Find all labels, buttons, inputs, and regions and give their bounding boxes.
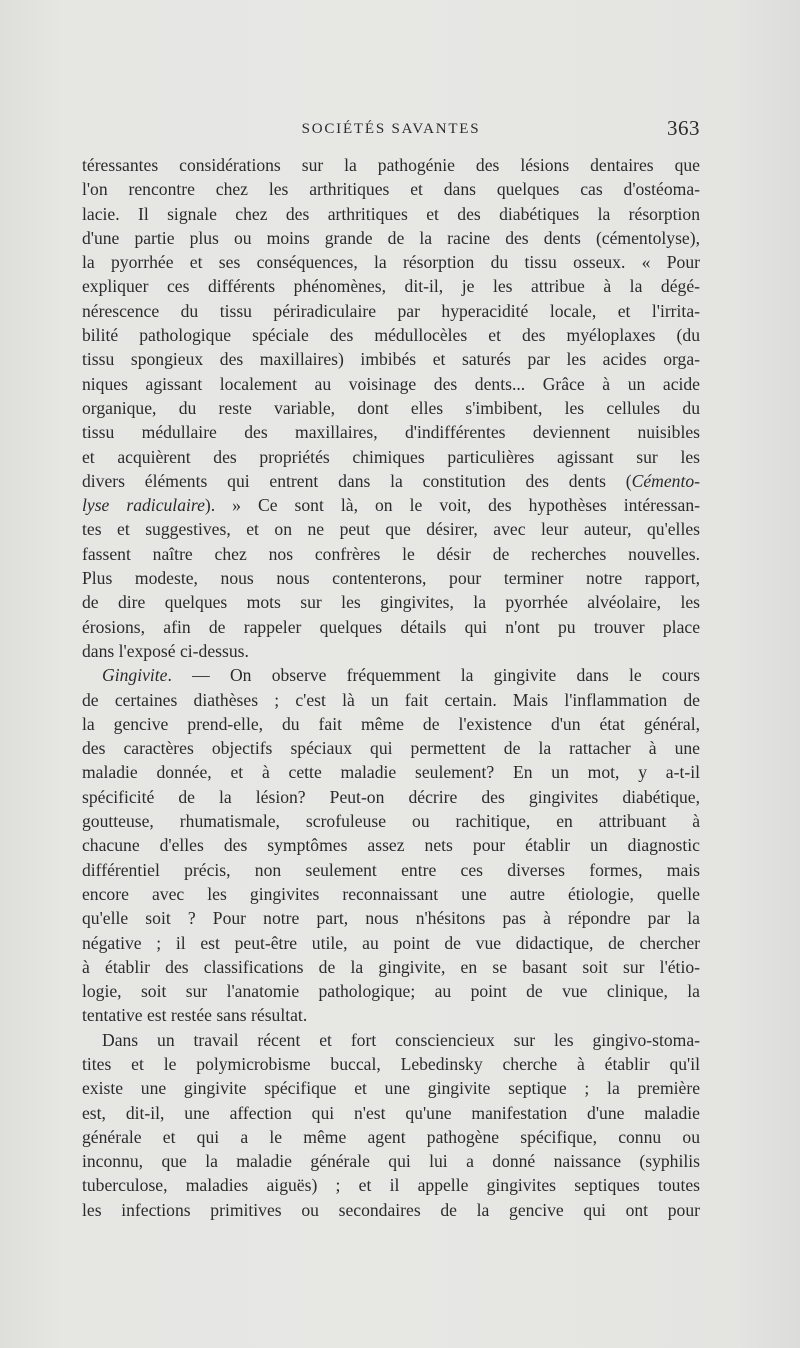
line-segment: . — On observe fréquemment la gingivite dans le cours xyxy=(167,665,700,686)
page-number: 363 xyxy=(667,116,700,140)
text-line: de dire quelques mots sur les gingivites, la pyorrhée alvéolaire, les xyxy=(82,592,700,613)
text-line: de certaines diathèses ; c'est là un fait certain. Mais l'inflammation de xyxy=(82,689,700,710)
text-line: générale et qui a le même agent pathogène spécifique, connu ou xyxy=(82,1126,700,1147)
text-line: la gencive prend-elle, du fait même de l'existence d'un état général, xyxy=(82,713,700,734)
text-line: négative ; il est peut-être utile, au point de vue didactique, de chercher xyxy=(82,932,700,953)
text-line: tuberculose, maladies aiguës) ; et il appelle gingivites septiques toutes xyxy=(82,1175,700,1196)
text-line: et acquièrent des propriétés chimiques particulières agissant sur les xyxy=(82,446,700,467)
text-line: chacune d'elles des symptômes assez nets pour établir un diagnostic xyxy=(82,835,700,856)
text-line xyxy=(82,493,700,517)
running-title: SOCIÉTÉS SAVANTES xyxy=(301,121,481,137)
text-line: logie, soit sur l'anatomie pathologique; au point de vue clinique, la xyxy=(82,981,700,1002)
text-line: encore avec les gingivites reconnaissant une autre étiologie, quelle xyxy=(82,883,700,904)
text-line: maladie donnée, et à cette maladie seulement? En un mot, y a-t-il xyxy=(82,762,700,783)
text-line: qu'elle soit ? Pour notre part, nous n'hésitons pas à répondre par la xyxy=(82,908,700,929)
line-segment: divers éléments qui entrent dans la constitution des dents ( xyxy=(82,470,632,491)
text-line: téressantes considérations sur la pathogénie des lésions dentaires que xyxy=(82,155,700,175)
body-text xyxy=(82,153,700,1222)
text-line: d'une partie plus ou moins grande de la racine des dents (cémentolyse), xyxy=(82,227,700,248)
text-line: à établir des classifications de la gingivite, en se basant soit sur l'étio- xyxy=(82,956,700,977)
text-line: bilité pathologique spéciale des médullocèles et des myéloplaxes (du xyxy=(82,325,700,346)
text-line xyxy=(82,663,700,687)
italic-segment: Cémento- xyxy=(631,470,700,491)
text-line: existe une gingivite spécifique et une gingivite septique ; la première xyxy=(82,1078,700,1099)
text-line: les infections primitives ou secondaires de la gencive qui ont pour xyxy=(82,1199,700,1220)
text-line: lacie. Il signale chez des arthritiques et des diabétiques la résorption xyxy=(82,203,700,224)
italic-segment: Gingivite xyxy=(102,665,168,686)
text-line: la pyorrhée et ses conséquences, la résorption du tissu osseux. « Pour xyxy=(82,252,700,273)
text-line: érosions, afin de rappeler quelques détails qui n'ont pu trouver place xyxy=(82,616,700,637)
text-line: inconnu, que la maladie générale qui lui a donné naissance (syphilis xyxy=(82,1151,700,1172)
text-line: goutteuse, rhumatismale, scrofuleuse ou rachitique, en attribuant à xyxy=(82,811,700,832)
text-line: spécificité de la lésion? Peut-on décrire des gingivites diabétique, xyxy=(82,786,700,807)
text-line: fassent naître chez nos confrères le désir de recherches nouvelles. xyxy=(82,543,700,564)
text-line: niques agissant localement au voisinage des dents... Grâce à un acide xyxy=(82,373,700,394)
text-line: organique, du reste variable, dont elles s'imbibent, les cellules du xyxy=(82,397,700,418)
text-line: tites et le polymicrobisme buccal, Lebedinsky cherche à établir qu'il xyxy=(82,1053,700,1074)
text-line: Plus modeste, nous nous contenterons, pour terminer notre rapport, xyxy=(82,568,700,589)
text-line: tes et suggestives, et on ne peut que désirer, avec leur auteur, qu'elles xyxy=(82,519,700,540)
italic-segment: lyse radiculaire xyxy=(82,495,205,516)
text-line xyxy=(82,469,700,493)
text-line: différentiel précis, non seulement entre ces diverses formes, mais xyxy=(82,859,700,880)
text-line: expliquer ces différents phénomènes, dit-il, je les attribue à la dégé- xyxy=(82,276,700,297)
text-line: des caractères objectifs spéciaux qui permettent de la rattacher à une xyxy=(82,738,700,759)
text-line: tissu spongieux des maxillaires) imbibés et saturés par les acides orga- xyxy=(82,349,700,370)
text-line: tissu médullaire des maxillaires, d'indifférentes deviennent nuisibles xyxy=(82,422,700,443)
text-line: dans l'exposé ci-dessus. xyxy=(82,640,249,661)
text-line: est, dit-il, une affection qui n'est qu'une manifestation d'une maladie xyxy=(82,1102,700,1123)
line-segment: ). » Ce sont là, on le voit, des hypothèses intéressan- xyxy=(204,495,700,516)
text-line: Dans un travail récent et fort consciencieux sur les gingivo-stoma- xyxy=(102,1029,700,1050)
page-header xyxy=(82,117,700,141)
text-line: tentative est restée sans résultat. xyxy=(82,1005,308,1026)
text-line: nérescence du tissu périradiculaire par hyperacidité locale, et l'irrita- xyxy=(82,300,700,321)
text-line: l'on rencontre chez les arthritiques et dans quelques cas d'ostéoma- xyxy=(82,179,700,200)
